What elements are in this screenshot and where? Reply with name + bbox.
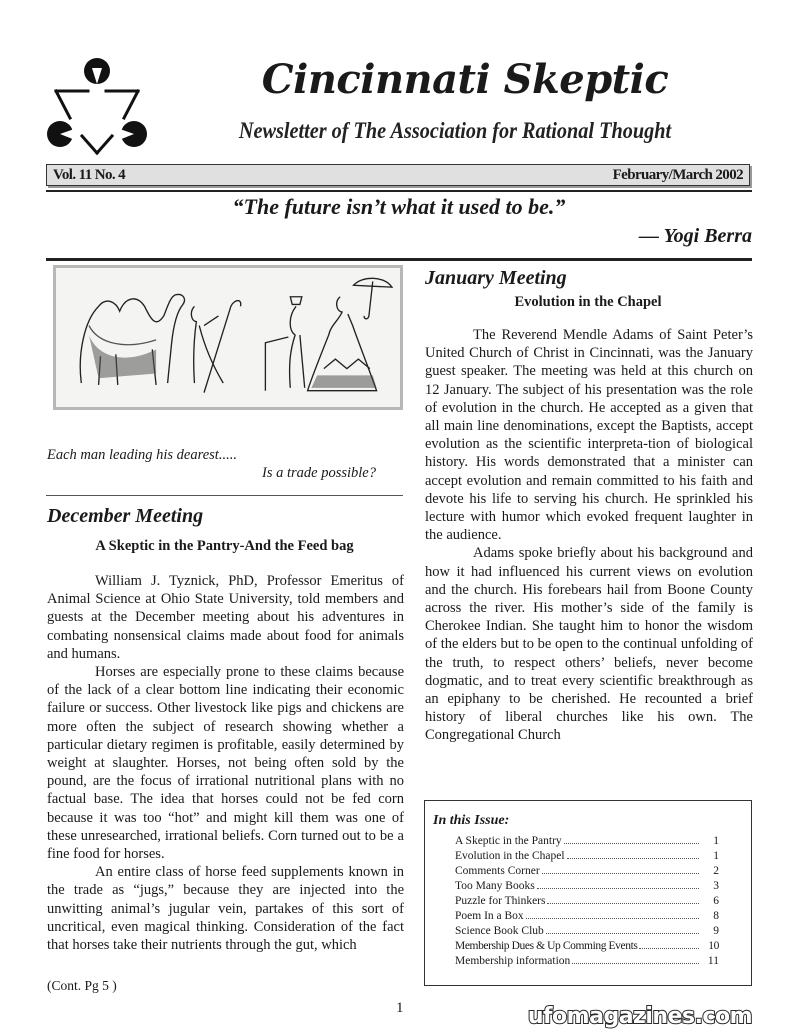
leader-dots — [572, 963, 699, 964]
issue-info-bar — [46, 164, 750, 186]
toc-item-page: 3 — [713, 880, 719, 892]
toc-item-page: 11 — [707, 955, 719, 967]
newsletter-title: Cincinnati Skeptic — [261, 56, 669, 103]
toc-item-label: A Skeptic in the Pantry — [455, 835, 562, 847]
toc-item-label: Membership Dues & Up Comming Events — [455, 940, 638, 952]
article-paragraph: William J. Tyznick, PhD, Professor Emeritus of Animal Science at Ohio State University, told members and guests at the December meeting about his adventures in combating nonsensical claims made about food for animals and humans. — [47, 573, 404, 662]
leader-dots — [546, 933, 699, 934]
december-article-title: A Skeptic in the Pantry-And the Feed bag — [95, 538, 354, 554]
page-number: 1 — [396, 1000, 404, 1016]
leader-dots — [547, 903, 699, 904]
toc-item[interactable] — [455, 880, 719, 895]
leader-dots — [542, 873, 699, 874]
toc-item[interactable] — [455, 895, 719, 910]
toc-item[interactable] — [455, 865, 719, 880]
continued-link[interactable]: (Cont. Pg 5 ) — [47, 978, 117, 993]
january-article-title: Evolution in the Chapel — [514, 294, 662, 310]
toc-title: In this Issue: — [433, 813, 510, 828]
toc-item-label: Too Many Books — [455, 880, 535, 892]
january-meeting-heading: January Meeting — [425, 267, 567, 289]
kanizsa-triangle-logo-icon — [44, 56, 150, 156]
umbrella-icon — [354, 278, 392, 319]
article-paragraph: Adams spoke briefly about his background and how it had influenced his current views on evolution and the church. His forebears hail from Boone County across the river. His mother’s side of the family is Cherokee Indian. She taught him to honor the wisdom of the elders but to be open to the continual unfolding of the truth, to respect others’ beliefs, never become dogmatic, and to treat every scientific breakthrough as an epiphany to be cherished. He recounted a brief history of liberal churches like his own. The Congregational Church — [425, 545, 753, 744]
volume-number: Vol. 11 No. 4 — [53, 166, 126, 183]
toc-item[interactable] — [455, 940, 719, 955]
toc-item-label: Puzzle for Thinkers — [455, 895, 546, 907]
in-this-issue-box — [424, 800, 752, 986]
toc-item-label: Comments Corner — [455, 865, 540, 877]
toc-item[interactable] — [455, 850, 719, 865]
cartoon-illustration — [53, 265, 403, 410]
toc-item-label: Poem In a Box — [455, 910, 524, 922]
toc-item-page: 6 — [713, 895, 719, 907]
epigraph-author: — Yogi Berra — [639, 225, 752, 247]
toc-item[interactable] — [455, 925, 719, 940]
gentleman-figure — [265, 297, 304, 391]
epigraph-quote: “The future isn’t what it used to be.” — [232, 194, 566, 219]
illustration-caption-line1: Each man leading his dearest..... — [47, 447, 237, 463]
toc-item-label: Membership information — [455, 955, 571, 967]
leader-dots — [537, 888, 699, 889]
toc-item-label: Science Book Club — [455, 925, 544, 937]
toc-item-page: 1 — [713, 850, 719, 862]
article-paragraph: Horses are especially prone to these claims because of the lack of a clear bottom line indicating their economic failure or success. Other livestock like pigs and chickens are more often the subject of research showing whether a particular dietary regimen is profitable, easily determined by weight at slaughter. Horses, not being often sold by the pound, are the focus of irrational nutritional plans with no factual base. The idea that horses could not be fed corn because it was too “hot” and might kill them was one of these unresearched, irrational beliefs. Corn turned out to be a fine food for horses. — [47, 664, 404, 863]
toc-item[interactable] — [455, 835, 719, 850]
january-article-body — [425, 326, 753, 745]
watermark-overlay: ufomagazines.com — [527, 1004, 752, 1029]
leader-dots — [564, 843, 699, 844]
article-paragraph: An entire class of horse feed supplements known in the trade as “jugs,” because they are injected into the unwitting animal’s jugular vein, partakes of this sort of uncritical, even magical thinking. Consideration of the fact that horses take their nutrients through the gut, which — [47, 864, 404, 954]
leader-dots — [639, 948, 699, 949]
december-meeting-heading: December Meeting — [47, 505, 204, 527]
toc-list — [455, 835, 719, 970]
issue-date: February/March 2002 — [612, 166, 743, 183]
divider-rule-thick — [46, 258, 752, 261]
december-article-body — [47, 572, 404, 954]
toc-item[interactable] — [455, 910, 719, 925]
divider-rule — [46, 190, 752, 192]
section-divider — [46, 495, 403, 496]
article-paragraph: The Reverend Mendle Adams of Saint Peter’s United Church of Christ in Cincinnati, was the January guest speaker. The meeting was held at this church on 12 January. The subject of his presentation was the role of evolution in the church. He accepted as a given that all main line denominations, except the Baptists, accept evolution as the scientific interpreta-tion of biological history. His words demonstrated that a minister can accept evolution and remain committed to his faith and devote his life to serving his church. He sprinkled his lecture with humor which evoked frequent laughter in the audience. — [425, 327, 753, 544]
illustration-caption-line2: Is a trade possible? — [262, 465, 376, 481]
toc-item-page: 2 — [713, 865, 719, 877]
toc-item-page: 10 — [708, 940, 719, 952]
toc-item-page: 1 — [713, 835, 719, 847]
leader-dots — [567, 858, 699, 859]
toc-item-label: Evolution in the Chapel — [455, 850, 565, 862]
leader-dots — [526, 918, 699, 919]
newsletter-subtitle: Newsletter of The Association for Rational Thought — [238, 118, 672, 143]
toc-item[interactable] — [455, 955, 719, 970]
toc-item-page: 8 — [713, 910, 719, 922]
toc-item-page: 9 — [713, 925, 719, 937]
